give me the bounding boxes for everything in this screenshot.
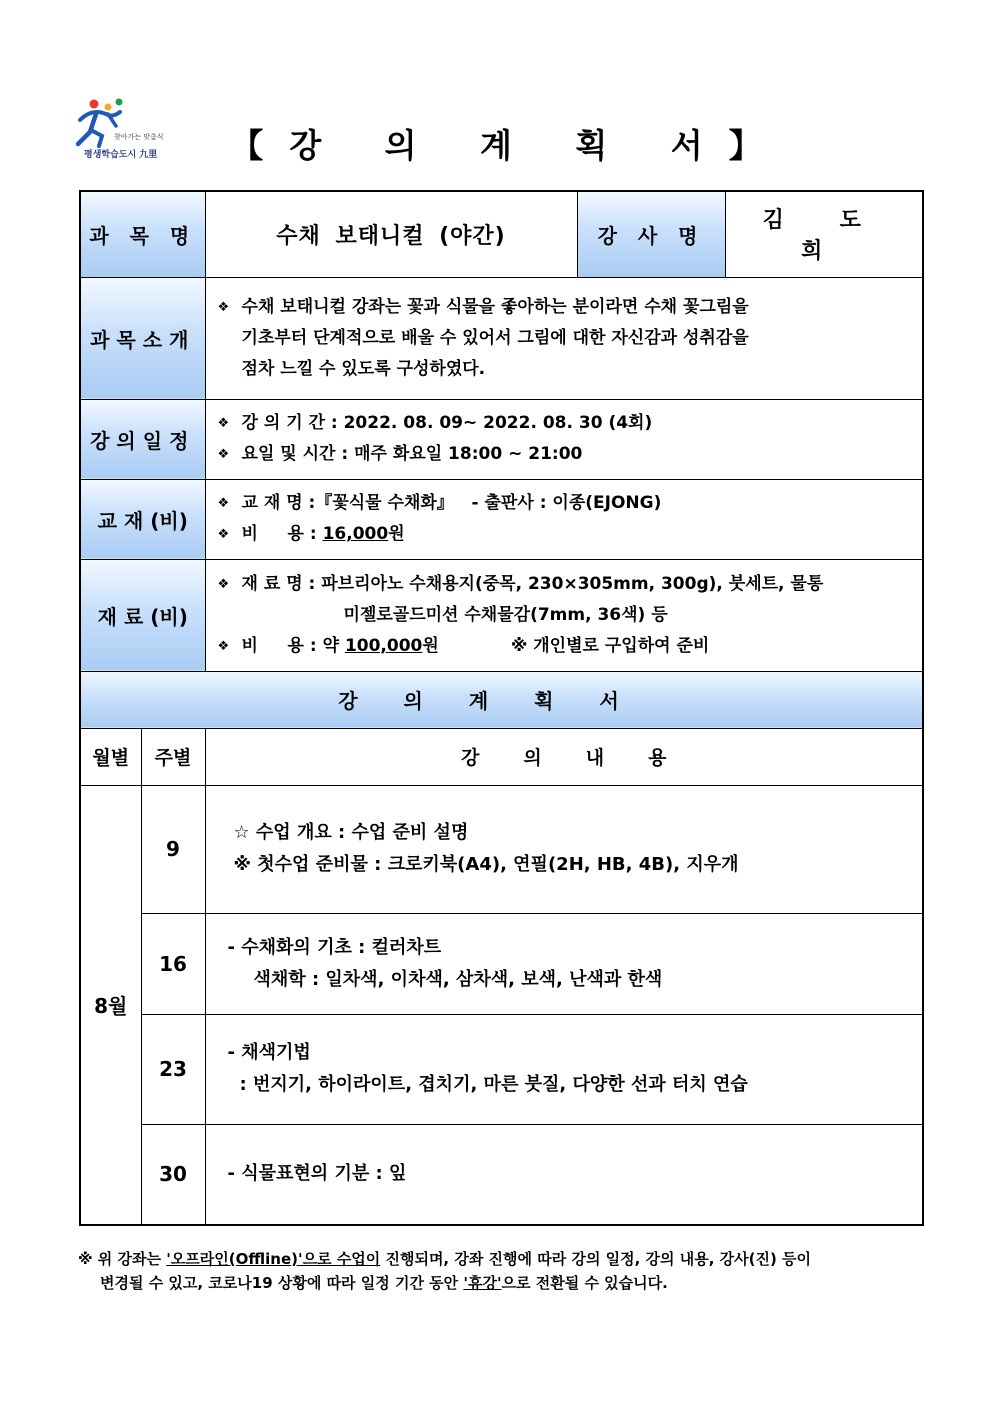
subject-name: 수채 보태니컬 (야간) (205, 191, 577, 277)
schedule-content (205, 399, 923, 479)
week-cell: 16 (141, 913, 205, 1014)
intro-row (80, 277, 923, 399)
subject-label-cell (80, 191, 205, 277)
diamond-bullet-icon: ❖ (217, 496, 230, 511)
footnote-line-2 (78, 1271, 918, 1295)
materials-row (80, 559, 923, 671)
materials-line (218, 569, 911, 600)
lesson-line: - 식물표현의 기분 : 잎 (227, 1163, 407, 1185)
logo-tagline: 찾아가는 맞춤식 (114, 133, 164, 141)
lesson-line: ※ 첫수업 준비물 : 크로키북(A4), 연필(2H, HB, 4B), 지우개 (233, 854, 739, 875)
intro-line (218, 292, 911, 323)
materials-cost-suffix: 원 (422, 635, 439, 656)
schedule-label-cell (80, 399, 205, 479)
textbook-cost-suffix: 원 (388, 524, 405, 544)
schedule-label: 강의일정 (90, 428, 196, 453)
textbook-name-line (218, 488, 911, 519)
intro-text: 기초부터 단계적으로 배울 수 있어서 그림에 대한 자신감과 성취감을 (241, 327, 749, 348)
footnote-closure-emphasis: '휴강' (463, 1274, 502, 1292)
textbook-label: 교 재 (비) (97, 508, 188, 533)
materials-note: ※ 개인별로 구입하여 준비 (510, 635, 710, 656)
diamond-bullet-icon: ❖ (217, 299, 230, 315)
materials-label-cell (80, 559, 205, 671)
week-cell: 30 (141, 1124, 205, 1225)
footnote-text: 변경될 수 있고, 코로나19 상황에 따라 일정 기간 동안 (100, 1274, 464, 1292)
materials-content (205, 559, 923, 671)
footnote-text: 진행되며, 강좌 진행에 따라 강의 일정, 강의 내용, 강사(진) 등이 (380, 1250, 812, 1268)
lesson-content (205, 1124, 923, 1225)
footnote-offline-emphasis: '오프라인(Offline)'으로 수업이 (166, 1250, 381, 1268)
textbook-label-cell (80, 479, 205, 559)
week-column-header: 주별 (141, 728, 205, 785)
intro-label: 과목소개 (90, 327, 196, 352)
lesson-line: - 채색기법 (227, 1042, 311, 1063)
materials-line1: 재 료 명 : 파브리아노 수채용지(중목, 230×305mm, 300g), 붓세트, 물통 (241, 573, 824, 594)
textbook-cost-amount: 16,000 (322, 524, 389, 544)
footnote-line-1 (78, 1247, 918, 1271)
materials-line2: 미젤로골드미션 수채물감(7mm, 36색) 등 (343, 604, 668, 625)
content-column-header: 강의내용 (205, 728, 923, 785)
textbook-row (80, 479, 923, 559)
document-title: 【강 의 계 획 서】 (230, 126, 788, 165)
schedule-time: 요일 및 시간 : 매주 화요일 18:00 ~ 21:00 (241, 444, 583, 464)
month-cell: 8월 (80, 785, 141, 1225)
week-cell: 9 (141, 785, 205, 913)
plan-heading-row (80, 671, 923, 728)
plan-row (80, 785, 923, 913)
materials-cost-line (218, 631, 911, 662)
intro-label-cell (80, 277, 205, 399)
lesson-line: : 번지기, 하이라이트, 겹치기, 마른 붓질, 다양한 선과 터치 연습 (239, 1074, 748, 1095)
logo-city-name: 평생학습도시 九里 (84, 150, 158, 160)
course-plan-table (79, 190, 924, 1226)
plan-row (80, 913, 923, 1014)
lesson-line: ☆ 수업 개요 : 수업 준비 설명 (233, 822, 469, 843)
intro-text: 점차 느낄 수 있도록 구성하였다. (241, 358, 486, 379)
plan-heading: 강의계획서 (80, 671, 923, 728)
intro-text: 수채 보태니컬 강좌는 꽃과 식물을 좋아하는 분이라면 수채 꽃그림을 (241, 296, 749, 317)
footnote-text: ※ 위 강좌는 (78, 1250, 167, 1268)
textbook-cost-line (218, 519, 911, 550)
schedule-row (80, 399, 923, 479)
course-row (80, 191, 923, 277)
intro-content (205, 277, 923, 399)
materials-cost-amount: 100,000 (344, 635, 423, 656)
instructor-label-cell (577, 191, 725, 277)
diamond-bullet-icon: ❖ (217, 447, 230, 462)
textbook-content (205, 479, 923, 559)
materials-cost-prefix: 비 용 : 약 (241, 635, 345, 656)
month-column-header: 월별 (80, 728, 141, 785)
lesson-content (205, 1014, 923, 1124)
schedule-period: 강 의 기 간 : 2022. 08. 09~ 2022. 08. 30 (4회) (241, 413, 653, 433)
diamond-bullet-icon: ❖ (217, 416, 230, 431)
diamond-bullet-icon: ❖ (217, 576, 230, 592)
footnote-text: 으로 전환될 수 있습니다. (501, 1274, 668, 1292)
plan-row (80, 1124, 923, 1225)
footnote (78, 1247, 918, 1295)
week-cell: 23 (141, 1014, 205, 1124)
lesson-content (205, 785, 923, 913)
diamond-bullet-icon: ❖ (217, 638, 230, 654)
textbook-cost-prefix: 비 용 : (241, 524, 323, 544)
materials-label: 재 료 (비) (97, 604, 188, 629)
textbook-name: 교 재 명 :『꽃식물 수채화』 - 출판사 : 이종(EJONG) (241, 493, 662, 513)
schedule-time-line (218, 439, 911, 470)
subject-label: 과 목 명 (89, 223, 197, 248)
plan-column-header-row (80, 728, 923, 785)
lesson-line: - 수채화의 기초 : 컬러차트 (227, 936, 442, 958)
instructor-name: 김 도 희 (725, 191, 923, 277)
instructor-label: 강 사 명 (597, 223, 705, 248)
schedule-period-line (218, 408, 911, 439)
lesson-line: 색채학 : 일차색, 이차색, 삼차색, 보색, 난색과 한색 (253, 968, 663, 990)
plan-row (80, 1014, 923, 1124)
lesson-content (205, 913, 923, 1014)
diamond-bullet-icon: ❖ (217, 527, 230, 542)
